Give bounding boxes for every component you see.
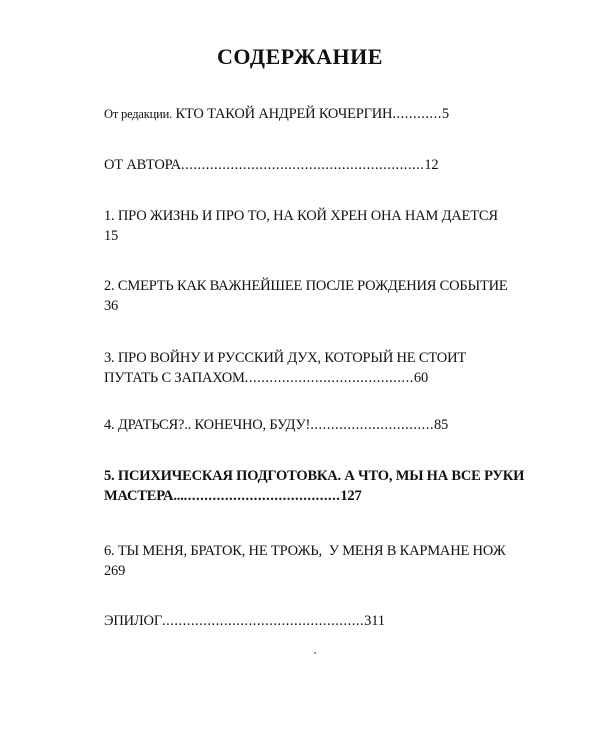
- page-title: СОДЕРЖАНИЕ: [217, 44, 383, 69]
- toc-page-number: 60: [413, 370, 428, 386]
- toc-leader-dots: ......................................: [183, 488, 341, 504]
- toc-entry-title: ОТ АВТОРА: [104, 157, 181, 173]
- toc-page-number: 127: [340, 488, 362, 504]
- toc-entry-chapter-6: [104, 541, 524, 581]
- toc-entry-title: 6. ТЫ МЕНЯ, БРАТОК, НЕ ТРОЖЬ, У МЕНЯ В КАРМАНЕ НОЖ: [104, 543, 506, 559]
- toc-leader-dots: ............: [392, 106, 442, 122]
- toc-leader-dots: ..............................: [310, 417, 434, 433]
- toc-entry-editorial: [104, 104, 524, 124]
- toc-entry-chapter-2: [104, 276, 524, 316]
- toc-entry-title: 5. ПСИХИЧЕСКАЯ ПОДГОТОВКА. А ЧТО, МЫ НА ВСЕ РУКИ: [104, 468, 525, 484]
- toc-page-number: 36: [104, 298, 119, 314]
- toc-entry-title: 1. ПРО ЖИЗНЬ И ПРО ТО, НА КОЙ ХРЕН ОНА НАМ ДАЕТСЯ: [104, 208, 498, 224]
- toc-entry-chapter-1: [104, 206, 524, 246]
- toc-entry-chapter-5: [104, 466, 524, 506]
- toc-page-number: 5: [441, 106, 449, 122]
- toc-entry-title-continued: МАСТЕРА...: [104, 488, 184, 504]
- toc-entry-chapter-4: [104, 415, 524, 435]
- toc-entry-title: 2. СМЕРТЬ КАК ВАЖНЕЙШЕЕ ПОСЛЕ РОЖДЕНИЯ СОБЫТИЕ: [104, 278, 508, 294]
- toc-page-number: 269: [104, 563, 126, 579]
- scan-speck: [314, 652, 316, 654]
- toc-leader-dots: .........................................: [244, 370, 414, 386]
- toc-entry-author: [104, 155, 524, 175]
- toc-entry-title: КТО ТАКОЙ АНДРЕЙ КОЧЕРГИН: [172, 106, 393, 122]
- toc-entry-epilogue: [104, 611, 524, 631]
- toc-entry-title: 3. ПРО ВОЙНУ И РУССКИЙ ДУХ, КОТОРЫЙ НЕ СТОИТ: [104, 350, 467, 366]
- toc-page-number: 311: [364, 613, 385, 629]
- toc-entry-chapter-3: [104, 348, 524, 388]
- toc-entry-prefix: От редакции.: [104, 107, 173, 121]
- toc-page-number: 12: [424, 157, 439, 173]
- toc-entry-title: 4. ДРАТЬСЯ?.. КОНЕЧНО, БУДУ!: [104, 417, 311, 433]
- toc-page-number: 85: [433, 417, 449, 433]
- toc-leader-dots: ...........................................................: [180, 157, 425, 173]
- toc-page-number: 15: [104, 228, 119, 244]
- toc-leader-dots: .................................................: [162, 613, 365, 629]
- toc-entry-title: ЭПИЛОГ: [104, 613, 163, 629]
- toc-entry-title-continued: ПУТАТЬ С ЗАПАХОМ: [104, 370, 245, 386]
